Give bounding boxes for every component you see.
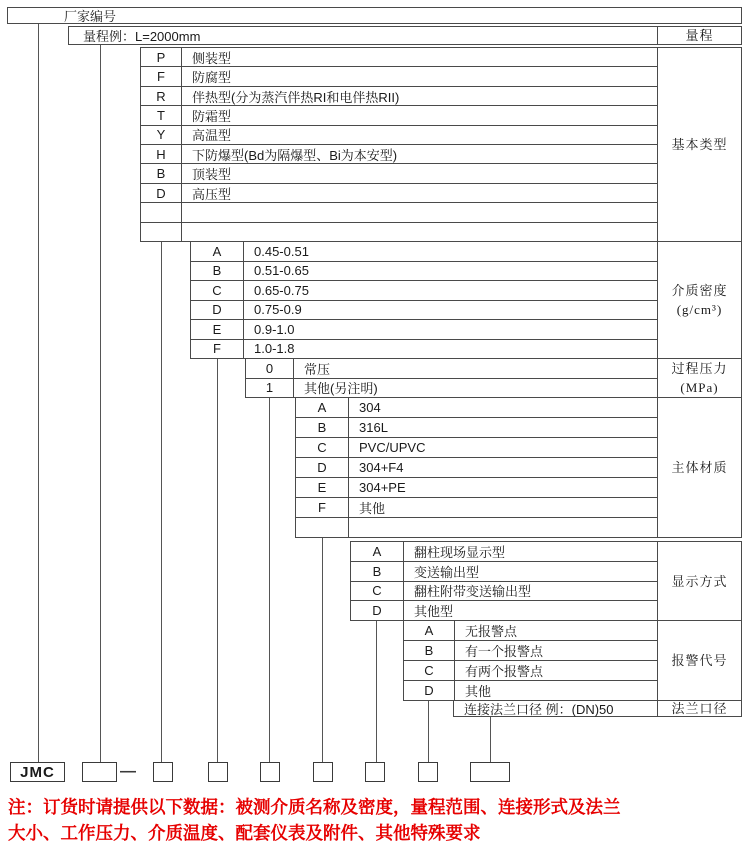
desc-cell: 304: [359, 400, 381, 415]
desc-cell: 高压型: [192, 186, 232, 202]
order-note-line1: 注：订货时请提供以下数据：被测介质名称及密度，量程范围、连接形式及法兰: [8, 797, 621, 817]
basic-type-table: [140, 47, 658, 242]
code-box: [82, 762, 117, 782]
code-cell: [141, 223, 182, 241]
table-row: [141, 145, 657, 164]
code-box: [208, 762, 228, 782]
desc-cell: [349, 518, 657, 537]
range-example-row: [68, 26, 658, 45]
table-row: [191, 242, 657, 262]
code-box: [313, 762, 333, 782]
table-row: [404, 681, 657, 700]
table-row: [191, 320, 657, 340]
connector-line: [428, 701, 429, 763]
code-cell: R: [141, 87, 182, 105]
table-row: [296, 478, 657, 498]
section-label-material: 主体材质: [658, 398, 742, 538]
desc-cell: 有两个报警点: [465, 664, 544, 679]
density-label-line2: (g/cm³): [676, 302, 723, 317]
desc-cell: 变送输出型: [414, 564, 480, 580]
desc-cell: 0.75-0.9: [254, 302, 302, 318]
pressure-label-line2: (MPa): [680, 380, 719, 395]
table-row: [246, 359, 657, 379]
desc-cell: 伴热型(分为蒸汽伴热RI和电伴热RII): [192, 89, 400, 105]
section-label-alarm: 报警代号: [658, 621, 742, 701]
code-cell: [296, 518, 349, 537]
range-example-text: 量程例：L=2000mm: [83, 29, 201, 44]
section-label-flange: 法兰口径: [658, 701, 742, 717]
desc-cell: 0.9-1.0: [254, 321, 295, 337]
code-cell: D: [351, 601, 404, 620]
material-table: [295, 398, 658, 538]
alarm-table: [403, 621, 658, 701]
factory-code-box: [7, 7, 742, 24]
section-label-range: 量程: [658, 26, 742, 45]
code-cell: B: [404, 641, 455, 660]
table-row: [296, 518, 657, 537]
desc-cell: 防霜型: [192, 108, 232, 124]
table-row: [141, 184, 657, 203]
connector-line: [217, 359, 218, 763]
code-cell: 1: [246, 379, 294, 398]
code-cell: T: [141, 106, 182, 124]
code-cell: F: [296, 498, 349, 517]
code-cell: E: [296, 478, 349, 497]
code-box: [418, 762, 438, 782]
code-cell: 0: [246, 359, 294, 378]
desc-cell: 侧装型: [192, 50, 232, 66]
code-cell: A: [351, 542, 404, 561]
code-cell: Y: [141, 126, 182, 144]
order-note-line2: 大小、工作压力、介质温度、配套仪表及附件、其他特殊要求: [8, 823, 481, 843]
desc-cell: 其他: [465, 684, 492, 699]
code-cell: F: [141, 67, 182, 85]
desc-cell: 其他: [359, 501, 386, 516]
code-cell: D: [296, 458, 349, 477]
flange-row: [453, 701, 658, 717]
connector-line: [376, 621, 377, 763]
table-row: [141, 48, 657, 67]
desc-cell: 无报警点: [465, 624, 518, 639]
code-cell: B: [141, 164, 182, 182]
code-cell: C: [351, 582, 404, 601]
desc-cell: 下防爆型(Bd为隔爆型、Bi为本安型): [192, 147, 398, 163]
table-row: [351, 601, 657, 620]
desc-cell: 其他(另注明): [304, 381, 378, 397]
table-row: [191, 281, 657, 301]
connector-line: [100, 45, 101, 763]
code-box: [365, 762, 385, 782]
table-row: [246, 379, 657, 398]
code-cell: C: [404, 661, 455, 680]
desc-cell: PVC/UPVC: [359, 440, 426, 455]
table-row: [191, 262, 657, 282]
desc-cell: 0.45-0.51: [254, 243, 309, 259]
desc-cell: 304+F4: [359, 460, 404, 475]
desc-cell: 1.0-1.8: [254, 341, 295, 357]
model-box: JMC: [10, 762, 65, 782]
code-cell: E: [191, 320, 244, 339]
section-label-pressure: [658, 359, 742, 398]
table-row: [141, 106, 657, 125]
table-row: [296, 438, 657, 458]
desc-cell: 其他型: [414, 604, 454, 620]
table-row: [141, 164, 657, 183]
table-row: [351, 582, 657, 602]
desc-cell: 防腐型: [192, 70, 232, 86]
table-row: [351, 562, 657, 582]
table-row: [141, 203, 657, 222]
section-label-display: 显示方式: [658, 541, 742, 621]
desc-cell: 高温型: [192, 128, 232, 144]
connector-line: [38, 24, 39, 763]
table-row: [141, 87, 657, 106]
code-cell: C: [296, 438, 349, 457]
order-note: [8, 794, 748, 845]
code-cell: D: [141, 184, 182, 202]
code-cell: A: [404, 621, 455, 640]
code-cell: H: [141, 145, 182, 163]
code-cell: B: [351, 562, 404, 581]
connector-line: [490, 717, 491, 763]
code-cell: D: [191, 301, 244, 320]
connector-line: [322, 538, 323, 763]
factory-code-label: 厂家编号: [64, 9, 117, 24]
desc-cell: 0.51-0.65: [254, 263, 309, 279]
pressure-table: [245, 359, 658, 398]
pressure-label-line1: 过程压力: [671, 361, 728, 376]
table-row: [404, 661, 657, 681]
table-row: [191, 340, 657, 359]
code-cell: A: [191, 242, 244, 261]
table-row: [404, 621, 657, 641]
code-cell: C: [191, 281, 244, 300]
code-box: [153, 762, 173, 782]
connector-line: [161, 242, 162, 763]
code-cell: B: [296, 418, 349, 437]
desc-cell: 常压: [304, 361, 331, 377]
table-row: [141, 126, 657, 145]
desc-cell: 316L: [359, 420, 388, 435]
desc-cell: 翻柱附带变送输出型: [414, 584, 532, 600]
section-label-density: [658, 242, 742, 359]
table-row: [191, 301, 657, 321]
table-row: [351, 542, 657, 562]
density-table: [190, 242, 658, 359]
flange-desc: 连接法兰口径 例：(DN)50: [464, 702, 614, 717]
desc-cell: 顶装型: [192, 167, 232, 183]
desc-cell: [182, 203, 657, 221]
table-row: [296, 418, 657, 438]
code-cell: P: [141, 48, 182, 66]
table-row: [404, 641, 657, 661]
density-label-line1: 介质密度: [671, 283, 728, 298]
display-table: [350, 541, 658, 621]
desc-cell: 304+PE: [359, 480, 406, 495]
table-row: [296, 398, 657, 418]
desc-cell: 有一个报警点: [465, 644, 544, 659]
section-label-basic-type: 基本类型: [658, 47, 742, 242]
desc-cell: 0.65-0.75: [254, 282, 309, 298]
code-box: [260, 762, 280, 782]
code-box: [470, 762, 510, 782]
code-cell: A: [296, 398, 349, 417]
table-row: [141, 67, 657, 86]
separator-dash: —: [120, 763, 136, 780]
table-row: [141, 223, 657, 241]
code-cell: F: [191, 340, 244, 359]
code-cell: D: [404, 681, 455, 700]
code-cell: B: [191, 262, 244, 281]
desc-cell: 翻柱现场显示型: [414, 544, 506, 560]
table-row: [296, 458, 657, 478]
desc-cell: [182, 223, 657, 241]
code-cell: [141, 203, 182, 221]
table-row: [296, 498, 657, 518]
connector-line: [269, 398, 270, 763]
